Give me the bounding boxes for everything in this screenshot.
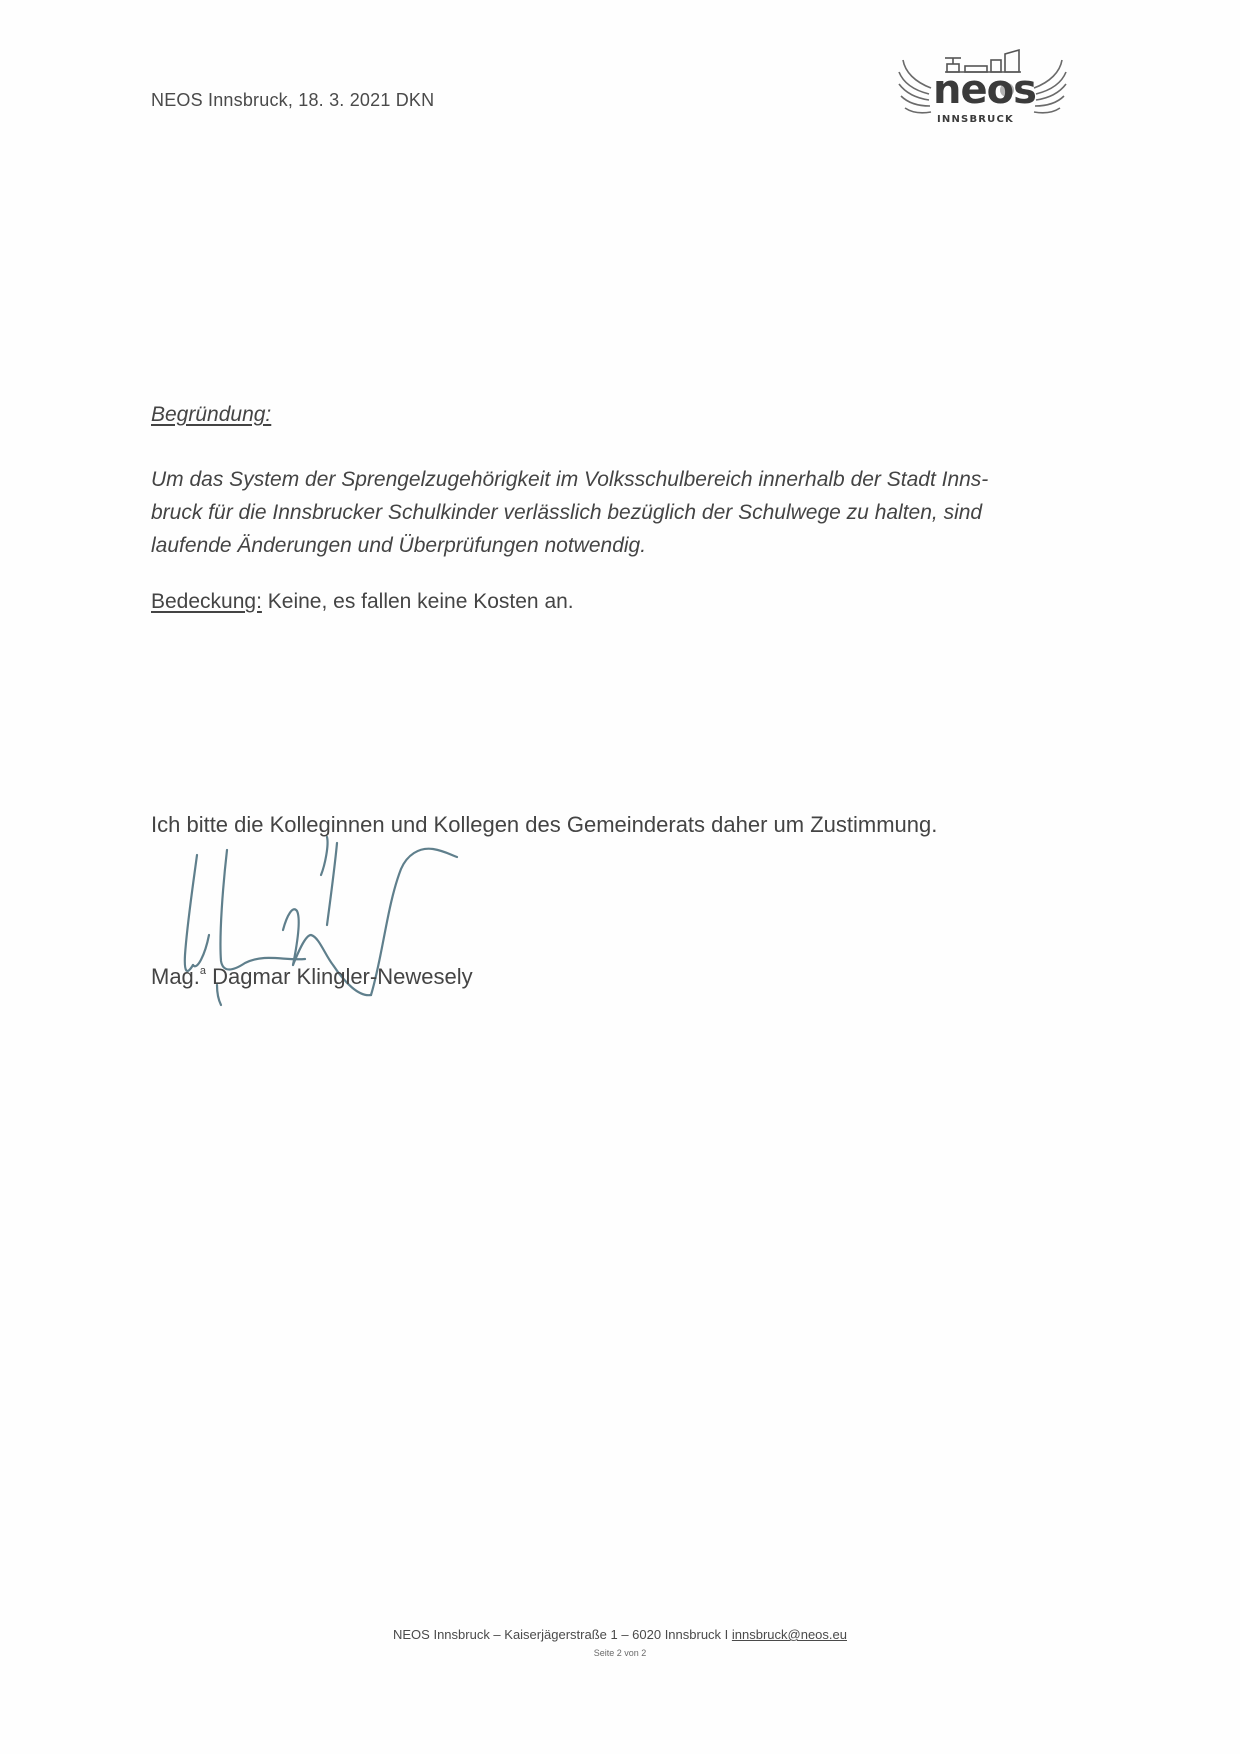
- reason-line: Um das System der Sprengelzugehörigkeit im Volksschulbereich innerhalb der Stadt Inns-: [151, 468, 989, 491]
- reason-line: bruck für die Innsbrucker Schulkinder verlässlich bezüglich der Schulwege zu halten, sind: [151, 501, 983, 524]
- logo-subtitle: INNSBRUCK: [937, 114, 1014, 125]
- coverage-line: [151, 590, 574, 614]
- reason-paragraph: [151, 463, 1071, 562]
- logo-wordmark: neos: [933, 67, 1036, 113]
- signer-title-suffix: a: [199, 965, 207, 977]
- signer-name: [151, 964, 473, 990]
- footer-address-text: NEOS Innsbruck – Kaiserjägerstraße 1 – 6020 Innsbruck I: [393, 1627, 732, 1642]
- signer-full-name: Dagmar Klingler-Newesely: [206, 964, 473, 989]
- signer-title: Mag.: [151, 964, 200, 989]
- location-date-line: NEOS Innsbruck, 18. 3. 2021 DKN: [151, 90, 435, 110]
- footer-address: [0, 1627, 1240, 1642]
- coverage-text: Keine, es fallen keine Kosten an.: [261, 590, 574, 613]
- approval-request: Ich bitte die Kolleginnen und Kollegen des Gemeinderats daher um Zustimmung.: [151, 812, 938, 837]
- page-number: Seite 2 von 2: [593, 1648, 647, 1658]
- neos-innsbruck-logo: [895, 48, 1070, 130]
- reason-line: laufende Änderungen und Überprüfungen notwendig.: [151, 534, 647, 557]
- coverage-label: Bedeckung:: [151, 590, 262, 613]
- footer-email-link[interactable]: innsbruck@neos.eu: [731, 1627, 847, 1642]
- reason-heading: Begründung:: [151, 403, 272, 426]
